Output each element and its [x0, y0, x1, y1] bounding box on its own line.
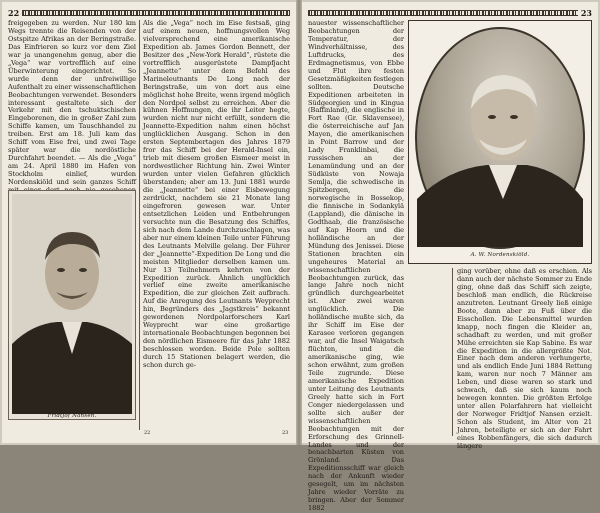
left-page-number: 22 — [8, 8, 20, 18]
right-column-divider — [452, 268, 453, 436]
right-column-2 — [457, 267, 592, 450]
nansen-photo — [12, 194, 132, 414]
nansen-photo-frame — [8, 190, 136, 420]
left-column-divider — [139, 20, 140, 430]
nordenskiold-caption: A. W. Nordenskiöld. — [470, 252, 530, 258]
portrait-image — [12, 194, 132, 414]
left-footnote-marker-2: 23 — [282, 430, 289, 436]
left-header-ornament — [22, 10, 290, 16]
nansen-caption: Fridtjof Nansen. — [47, 413, 97, 419]
right-header-ornament — [308, 10, 578, 16]
portrait-image-oval — [417, 29, 583, 247]
right-column-2-text: ging vorüber, ohne daß es erschien. Als dann auch der nächste Sommer zu Ende ging, ohne daß das Schiff sich zeigte, beschloß man endlich, die Rückreise anzutreten. Leutnant Greely ließ einige Boote, dann aber zu Fuß über die Eisschollen. Die Lebensmittel wurden knapp, noch fingen die Kleider an, schadhaft zu werden, und mit großer Mühe erreichten sie Kap Sabine. Es war die Expedition in die allergrößte Not. Einer nach dem anderen verhungerte, und als endlich Ende Juni 1884 Rettung kam, waren nur noch 7 Männer am Leben, und diese waren so stark und schwach, daß sie sich kaum noch bewegen konnten. Die größten Erfolge unter allen Polarfahrern hat vielleicht der Norweger Fridtjof Nansen erzielt. Schon als Student, im Alter von 21 Jahren, beteiligte er sich an der Fahrt eines Robbenfängers, die sich dadurch längere — [457, 267, 592, 450]
right-page-number: 23 — [580, 8, 592, 18]
right-page — [302, 2, 598, 513]
right-column-1-text: nauester wissenschaftlicher Beobachtungen der Temperatur, der Windverhältnisse, des Luftdrucks, des Erdmagnetismus, von Ebbe und Flut ihre festen Gesetzmäßigkeiten festlegen sollten. Deutsche Expeditionen arbeiteten in Südgeorgien und in Kingua (Baffinland), die englische in Fort Rae (Gr. Sklavensee), die österreichische auf Jan Mayen, die amerikanischen in Point Barrow und der Lady Franklinbai, die russischen an der Lenamündung und an der Südküste von Nowaja Semlja, die schwedische in Spitzbergen, die norwegische in Bossekop, die finnische in Sodankylä (Lappland), die dänische in Godthaab, die französische auf Kap Hoorn und die holländische an der Mündung des Jenissei. Diese Stationen brachten ein ungeheures Material an wissenschaftlichen Beobachtungen zurück, das lange Jahre noch nicht gründlich durchgearbeitet ist. Aber zwei waren unglücklich. Die holländische mußte sich, da ihr Schiff im Eise der Karasee verloren gegangen war, auf die Insel Waigatsch flüchten, und die amerikanische ging, wie schon erwähnt, zum großen Teile zugrunde. Diese amerikanische Expedition unter Leitung des Leutnants Greely hatte sich in Fort Conger niedergelassen und sollte sich außer der wissenschaftlichen Beobachtungen mit der Erforschung des Grinnell-Landes und der benachbarten Küsten von Grönland. Das Expeditionsschiff war gleich nach der Ankunft wieder gesegelt, um im nächsten Jahre wieder Vorräte zu bringen. Aber der Sommer 1882 — [308, 19, 404, 513]
nordenskiold-portrait — [415, 27, 585, 249]
right-column-1-upper — [308, 19, 404, 513]
left-page — [2, 2, 296, 443]
left-column-2-text: Als die „Vega“ noch im Eise festsaß, ging auf einem neuen, hoffnungsvollen Weg vielversprechend eine amerikanische Expedition ab. James Gordon Bennett, der Besitzer des „New-York Herald“, rüstete die vortrefflich ausgerüstete Dampfjacht „Jeannette“ unter dem Befehl des Marineleutnants De Long nach der Beringstraße, um von dort aus eine möglichst hohe Breite, wenn irgend möglich den Nordpol selbst zu erreichen. Aber die kühnen Hoffnungen, die ihr Leiter hegte, wurden nicht nur nicht erfüllt, sondern die Jeannette-Expedition nahm einen höchst unglücklichen Ausgang. Schon in den ersten Septembertagen des Jahres 1879 fror das Schiff bei der Herald-Insel ein, trieb mit diesem großen Eismeer meist in nordwestlicher Richtung hin. Zwei Winter wurden unter vielen Gefahren glücklich überstanden; aber am 13. Juni 1881 wurde die „Jeannette“ bei einer Eisbewegung zerdrückt, nachdem sie 21 Monate lang eingefroren gewesen war. Unter entsetzlichen Leiden und Entbehrungen versuchte nun die Besatzung des Schiffes, sich nach dem Lande durchzuschlagen, was aber nur einem kleinen Teile unter Führung des Leutnants Melville gelang. Der Führer der „Jeannette“-Expedition De Long und die meisten Mitglieder derselben kamen um. Nur 13 Teilnehmern kehrten von der Expedition zurück. Ähnlich unglücklich verlief eine zweite amerikanische Expedition, die zur gleichen Zeit aufbrach. Auf die Anregung des Leutnants Weyprecht hin, Begründers des „Jagstkreis“ bekannt gewordenen Nordpolarforschers Karl Weyprecht war eine großartige internationale Beobachtungen begonnen bei den nördlichen Eismeere für das Jahr 1882 beschlossen worden. Beide Pole sollten durch 15 Stationen belagert werden, die schon durch ge- — [143, 19, 290, 369]
left-column-1 — [8, 20, 136, 185]
nordenskiold-portrait-frame — [408, 20, 592, 264]
left-footnote-marker-1: 22 — [144, 430, 151, 436]
left-column-1-text: freigegeben zu werden. Nur 180 km Wegs trennte die Reisenden von der Ostspitze Afrikas an der Beringstraße. Das Einfrieren so kurz vor dem Ziel war ja unangenehm genug, aber die „Vega“ war vortrefflich auf eine Überwinterung eingerichtet. So wurde denn der unfreiwillige Aufenthalt zu einer wissenschaftlichen Beobachtungen verwendet. Besonders interessant gestaltete sich der Verkehr mit den tschuktschischen Eingeborenen, die in großer Zahl zum Schiffe kamen, um Tauschhandel zu treiben. Erst am 18. Juli kam das Schiff vom Eise frei, und zwei Tage später war die nordöstliche Durchfahrt beendet. — Als die „Vega“ am 24. April 1880 im Hafen von Stockholm einlief, wurden Nordenskiöld und sein ganzes Schiff — [8, 19, 136, 187]
left-column-2 — [143, 20, 290, 434]
